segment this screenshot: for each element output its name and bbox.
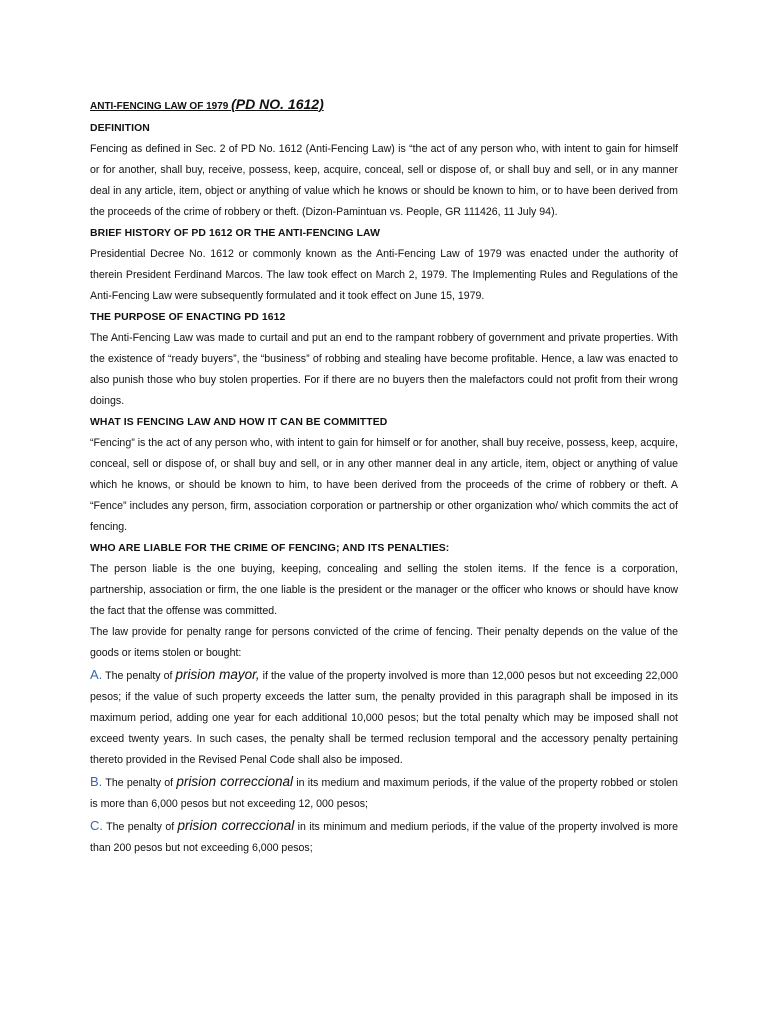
paragraph-purpose: The Anti-Fencing Law was made to curtail and put an end to the rampant robbery of government and private properties. With the existence of “ready buyers”, the “business” of robbing and stealing have become profitable. Hence, a law was enacted to also punish those who buy stolen properties. For if there are no buyers then the malefactors could not profit from their wrong doings. <box>90 332 678 407</box>
heading-liable: WHO ARE LIABLE FOR THE CRIME OF FENCING; AND ITS PENALTIES: <box>90 543 450 554</box>
paragraph-what-is: “Fencing” is the act of any person who, with intent to gain for himself or for another, shall buy receive, possess, keep, acquire, conceal, sell or dispose of, or shall buy and sell, or in any other manner deal in any article, item, object or anything of value which he knows, or should be known to him, to have been derived from the proceeds of the crime of robbery or theft. A “Fence” includes any person, firm, association corporation or partnership or other organization who/ which commits the act of fencing. <box>90 437 678 533</box>
heading-purpose: THE PURPOSE OF ENACTING PD 1612 <box>90 312 286 323</box>
penalty-item-a <box>90 664 678 771</box>
paragraph-history: Presidential Decree No. 1612 or commonly known as the Anti-Fencing Law of 1979 was enacted under the authority of therein President Ferdinand Marcos. The law took effect on March 2, 1979. The Implementing Rules and Regulations of the Anti-Fencing Law were subsequently formulated and it took effect on June 15, 1979. <box>90 248 678 302</box>
penalty-lead: The penalty of <box>105 777 174 789</box>
penalty-lead: The penalty of <box>105 670 173 682</box>
penalty-text: if the value of the property involved is more than 12,000 pesos but not exceeding 22,000 pesos; if the value of such property exceeds the latter sum, the penalty provided in this paragraph shall be imposed in its maximum period, adding one year for each additional 10,000 pesos; but the total penalty which may be imposed shall not exceed twenty years. In such cases, the penalty shall be termed reclusion temporal and the accessory penalty pertaining thereto provided in the Revised Penal Code shall also be imposed. <box>90 670 678 766</box>
list-letter: B. <box>90 774 103 789</box>
penalty-item-c <box>90 815 678 859</box>
paragraph-penalty-intro: The law provide for penalty range for persons convicted of the crime of fencing. Their penalty depends on the value of the goods or items stolen or bought: <box>90 626 678 659</box>
title-main: ANTI-FENCING LAW OF 1979 <box>90 101 229 112</box>
penalty-text: in its medium and maximum periods, if the value of the property robbed or stolen is more than 6,000 pesos but not exceeding 12, 000 pesos; <box>90 777 678 810</box>
heading-history: BRIEF HISTORY OF PD 1612 OR THE ANTI-FENCING LAW <box>90 228 380 239</box>
penalty-term: prision correccional <box>177 818 295 833</box>
list-letter: A. <box>90 667 103 682</box>
paragraph-definition: Fencing as defined in Sec. 2 of PD No. 1612 (Anti-Fencing Law) is “the act of any person who, with intent to gain for himself or for another, shall buy, receive, possess, keep, acquire, conceal, sell or dispose of, or shall buy and sell, or in any manner deal in any article, item, object or anything of value which he knows or should be known to him, or to have been derived from the proceeds of the crime of robbery or theft. (Dizon-Pamintuan vs. People, GR 111426, 11 July 94). <box>90 143 678 218</box>
paragraph-liable: The person liable is the one buying, keeping, concealing and selling the stolen items. If the fence is a corporation, partnership, association or firm, the one liable is the president or the manager or the officer who knows or should have know the fact that the offense was committed. <box>90 563 678 617</box>
penalty-item-b <box>90 771 678 815</box>
title-sub: (PD NO. 1612) <box>231 96 324 112</box>
penalty-text: in its minimum and medium periods, if the value of the property involved is more than 200 pesos but not exceeding 6,000 pesos; <box>90 821 678 854</box>
document-title <box>90 93 678 118</box>
document-page <box>90 93 678 859</box>
penalty-term: prision correccional <box>176 774 293 789</box>
penalty-term: prision mayor, <box>175 667 260 682</box>
heading-definition: DEFINITION <box>90 123 150 134</box>
list-letter: C. <box>90 818 103 833</box>
heading-what-is: WHAT IS FENCING LAW AND HOW IT CAN BE COMMITTED <box>90 417 388 428</box>
penalty-lead: The penalty of <box>106 821 175 833</box>
